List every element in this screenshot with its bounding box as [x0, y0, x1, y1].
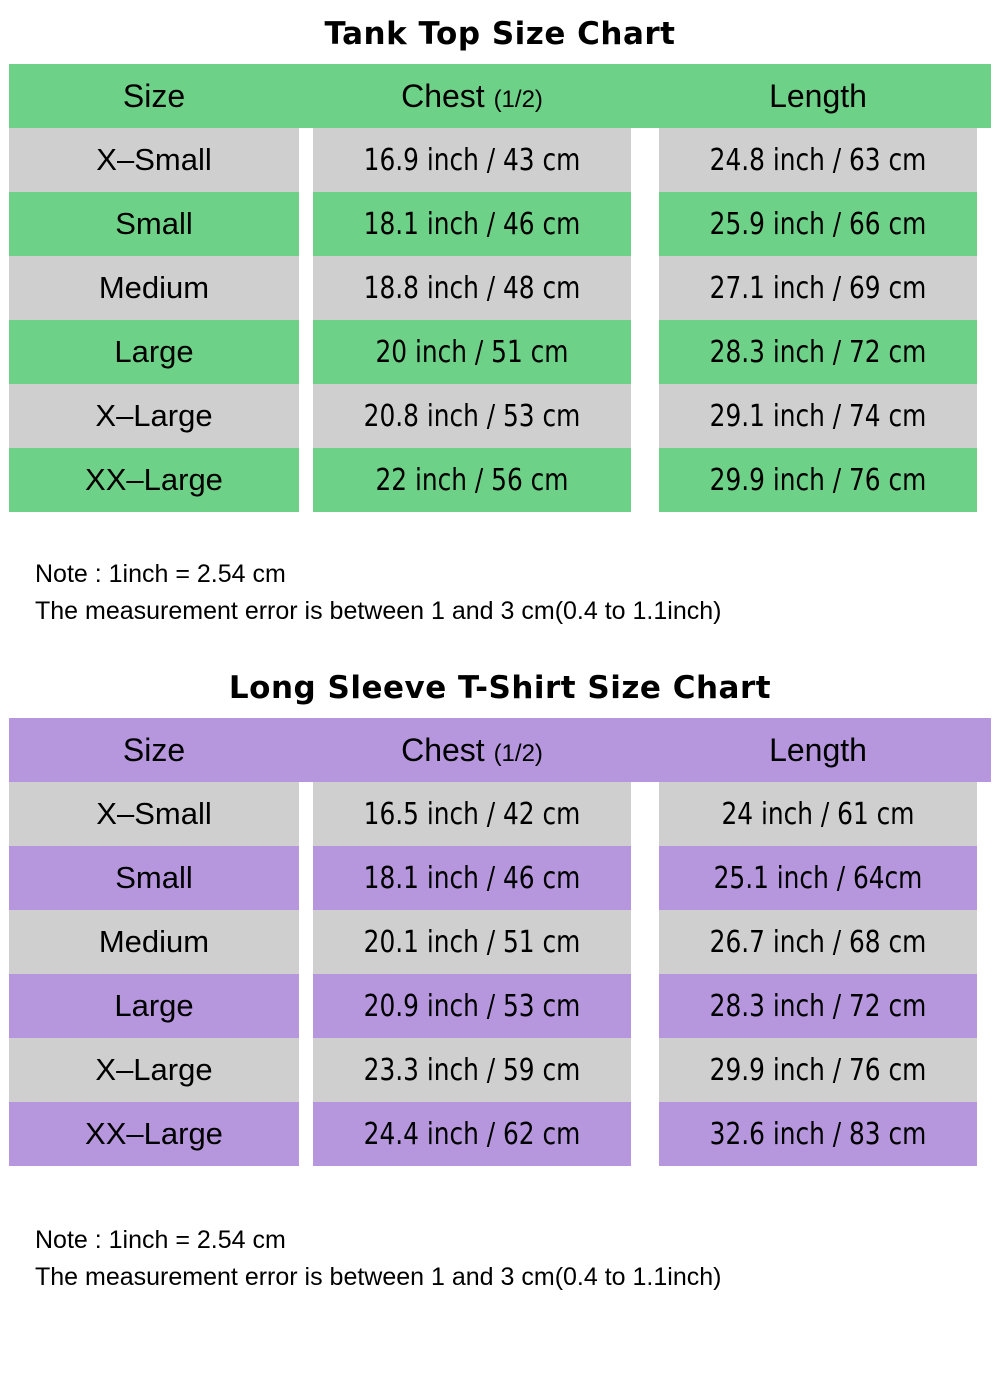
table-row — [9, 384, 991, 448]
note-conversion: Note : 1inch = 2.54 cm — [35, 1226, 286, 1254]
column-header-chest-fraction: (1/2) — [493, 739, 543, 767]
cell-size: X–Large — [9, 1038, 299, 1102]
column-header-chest-fraction: (1/2) — [493, 85, 543, 113]
cell-chest: 20.8 inch / 53 cm — [313, 384, 631, 448]
cell-length: 26.7 inch / 68 cm — [659, 910, 977, 974]
cell-chest: 16.5 inch / 42 cm — [313, 782, 631, 846]
cell-size: Small — [9, 192, 299, 256]
table-row — [9, 1102, 991, 1166]
column-header-size: Size — [9, 64, 299, 128]
cell-chest: 16.9 inch / 43 cm — [313, 128, 631, 192]
column-header-length: Length — [645, 718, 991, 782]
cell-chest: 20.9 inch / 53 cm — [313, 974, 631, 1038]
cell-chest: 20 inch / 51 cm — [313, 320, 631, 384]
column-header-chest — [299, 718, 645, 782]
cell-chest: 24.4 inch / 62 cm — [313, 1102, 631, 1166]
cell-length: 29.1 inch / 74 cm — [659, 384, 977, 448]
cell-length: 27.1 inch / 69 cm — [659, 256, 977, 320]
long-sleeve-notes — [9, 1166, 991, 1296]
table-row — [9, 974, 991, 1038]
cell-chest: 18.8 inch / 48 cm — [313, 256, 631, 320]
column-header-chest-label: Chest — [401, 731, 485, 768]
table-row — [9, 1038, 991, 1102]
column-header-length: Length — [645, 64, 991, 128]
cell-length: 29.9 inch / 76 cm — [659, 448, 977, 512]
long-sleeve-size-table — [9, 718, 991, 1166]
cell-size: Medium — [9, 256, 299, 320]
table-row — [9, 320, 991, 384]
cell-size: Medium — [9, 910, 299, 974]
cell-length: 24.8 inch / 63 cm — [659, 128, 977, 192]
tank-top-chart-title: Tank Top Size Chart — [324, 16, 676, 52]
table-row — [9, 782, 991, 846]
note-measurement-error: The measurement error is between 1 and 3 cm(0.4 to 1.1inch) — [35, 597, 722, 625]
table-row — [9, 128, 991, 192]
table-row — [9, 192, 991, 256]
cell-length: 29.9 inch / 76 cm — [659, 1038, 977, 1102]
tank-top-notes — [9, 512, 991, 630]
cell-chest: 20.1 inch / 51 cm — [313, 910, 631, 974]
cell-size: X–Small — [9, 128, 299, 192]
cell-chest: 23.3 inch / 59 cm — [313, 1038, 631, 1102]
table-row — [9, 256, 991, 320]
cell-size: XX–Large — [9, 1102, 299, 1166]
cell-length: 32.6 inch / 83 cm — [659, 1102, 977, 1166]
note-measurement-error: The measurement error is between 1 and 3 cm(0.4 to 1.1inch) — [35, 1263, 722, 1291]
column-header-size: Size — [9, 718, 299, 782]
cell-length: 28.3 inch / 72 cm — [659, 974, 977, 1038]
long-sleeve-chart-title: Long Sleeve T-Shirt Size Chart — [228, 670, 772, 706]
table-row — [9, 846, 991, 910]
table-row — [9, 448, 991, 512]
cell-size: Large — [9, 974, 299, 1038]
cell-chest: 18.1 inch / 46 cm — [313, 192, 631, 256]
cell-size: Small — [9, 846, 299, 910]
cell-chest: 18.1 inch / 46 cm — [313, 846, 631, 910]
column-header-chest — [299, 64, 645, 128]
cell-length: 25.1 inch / 64cm — [659, 846, 977, 910]
cell-size: X–Large — [9, 384, 299, 448]
cell-length: 28.3 inch / 72 cm — [659, 320, 977, 384]
table-header-row — [9, 64, 991, 128]
cell-chest: 22 inch / 56 cm — [313, 448, 631, 512]
cell-length: 24 inch / 61 cm — [659, 782, 977, 846]
column-header-chest-label: Chest — [401, 77, 485, 114]
tank-top-size-table — [9, 64, 991, 512]
table-row — [9, 910, 991, 974]
table-header-row — [9, 718, 991, 782]
cell-size: X–Small — [9, 782, 299, 846]
cell-size: XX–Large — [9, 448, 299, 512]
cell-size: Large — [9, 320, 299, 384]
note-conversion: Note : 1inch = 2.54 cm — [35, 560, 286, 588]
cell-length: 25.9 inch / 66 cm — [659, 192, 977, 256]
